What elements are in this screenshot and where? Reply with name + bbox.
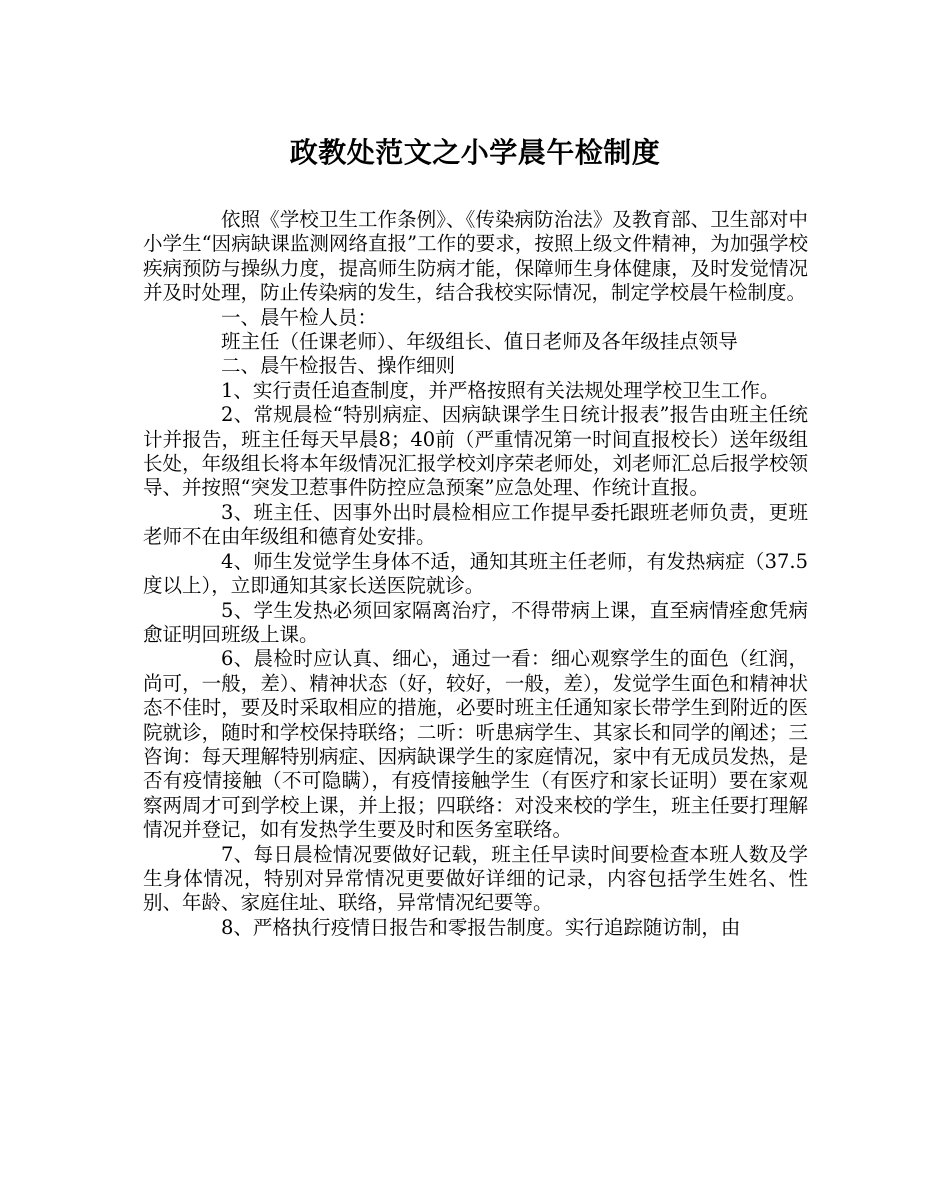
paragraph-item-2: 2、常规晨检“特别病症、因病缺课学生日统计报表”报告由班主任统计并报告，班主任每天早晨8；40前（严重情况第一时间直报校长）送年级组长处，年级组长将本年级情况汇报学校刘序荣老师处，刘老师汇总后报学校领导、并按照“突发卫惹事件防控应急预案”应急处理、作统计直报。 bbox=[143, 403, 808, 500]
paragraph-item-1: 1、实行责任追查制度，并严格按照有关法规处理学校卫生工作。 bbox=[221, 378, 780, 402]
document-title: 政教处范文之小学晨午检制度 bbox=[289, 136, 661, 169]
paragraph-item-7: 7、每日晨检情况要做好记载，班主任早读时间要检查本班人数及学生身体情况，特别对异常情况更要做好详细的记录，内容包括学生姓名、性别、年龄、家庭住址、联络，异常情况纪要等。 bbox=[143, 842, 808, 915]
section-heading-personnel: 一、晨午检人员： bbox=[221, 305, 378, 329]
paragraph-item-5: 5、学生发热必须回家隔离治疗，不得带病上课，直至病情痊愈凭病愈证明回班级上课。 bbox=[143, 598, 808, 646]
paragraph-item-4: 4、师生发觉学生身体不适，通知其班主任老师，有发热病症（37.5度以上），立即通知其家长送医院就诊。 bbox=[143, 549, 808, 598]
paragraph-intro: 依照《学校卫生工作条例》、《传染病防治法》及教育部、卫生部对中小学生“因病缺课监测网络直报”工作的要求，按照上级文件精神，为加强学校疾病预防与操纵力度，提高师生防病才能，保障师生身体健康，及时发觉情况并及时处理，防止传染病的发生，结合我校实际情况，制定学校晨午检制度。 bbox=[143, 208, 808, 305]
paragraph-personnel: 班主任（任课老师）、年级组长、值日老师及各年级挂点领导 bbox=[221, 330, 738, 354]
section-heading-procedures: 二、晨午检报告、操作细则 bbox=[221, 354, 456, 378]
paragraph-item-8: 8、严格执行疫情日报告和零报告制度。实行追踪随访制，由 bbox=[221, 915, 741, 939]
document-body bbox=[143, 208, 808, 940]
paragraph-item-3: 3、班主任、因事外出时晨检相应工作提早委托跟班老师负责，更班老师不在由年级组和德育处安排。 bbox=[143, 500, 808, 549]
paragraph-item-6: 6、晨检时应认真、细心，通过一看：细心观察学生的面色（红润，尚可，一般，差）、精神状态（好，较好，一般，差），发觉学生面色和精神状态不佳时，要及时采取相应的措施，必要时班主任通知家长带学生到附近的医院就诊，随时和学校保持联络；二听：听患病学生、其家长和同学的阐述；三咨询：每天理解特别病症、因病缺课学生的家庭情况，家中有无成员发热，是否有疫情接触（不可隐瞒），有疫情接触学生（有医疗和家长证明）要在家观察两周才可到学校上课，并上报；四联络：对没来校的学生，班主任要打理解情况并登记，如有发热学生要及时和医务室联络。 bbox=[143, 647, 808, 842]
